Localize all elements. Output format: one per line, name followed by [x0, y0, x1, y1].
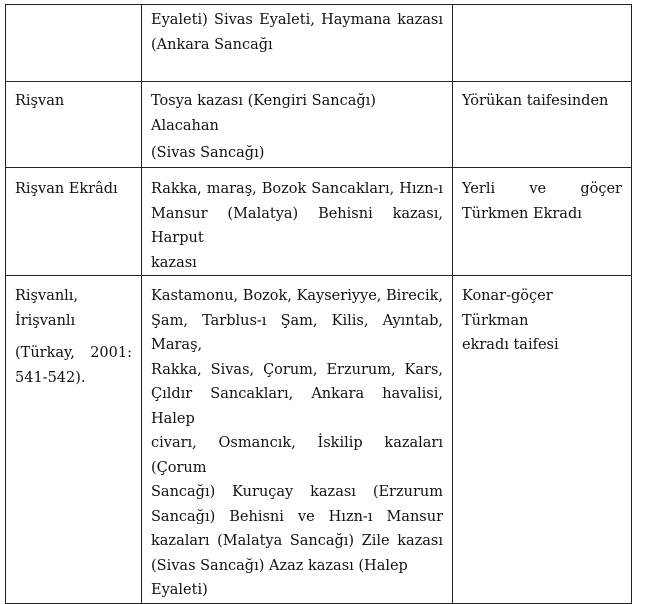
description-line: Konar-göçer Türkman	[462, 288, 553, 329]
location-line: (Sivas Sancağı) Azaz kazası (Halep Eyaleti)	[151, 557, 408, 598]
tribe-name-line: Rişvanlı,	[15, 288, 79, 304]
description-line: Yerli ve göçer	[462, 181, 622, 197]
tribe-name-cell	[6, 5, 142, 82]
location-line: Rakka, maraş, Bozok Sancakları, Hızn-ı	[151, 181, 443, 197]
location-line: Rakka, Sivas, Çorum, Erzurum, Kars,	[151, 361, 443, 378]
description-cell	[453, 82, 632, 168]
location-line: (Ankara Sancağı	[151, 36, 273, 53]
table-row	[6, 168, 632, 276]
table-row	[6, 276, 632, 604]
location-line: Mansur (Malatya) Behisni kazası, Harput	[151, 205, 443, 246]
description-line: Yörükan taifesinden	[462, 93, 609, 109]
location-line: Eyaleti) Sivas Eyaleti, Haymana kazası	[151, 12, 443, 28]
tribe-name-cell	[6, 168, 142, 276]
description-cell	[453, 276, 632, 604]
description-line: ekradı taifesi	[462, 337, 559, 353]
location-cell	[142, 276, 453, 604]
tribe-name-line: Rişvan	[15, 93, 65, 109]
location-line: civarı, Osmancık, İskilip kazaları (Çorum	[151, 435, 443, 476]
tribe-name-cell	[6, 276, 142, 604]
location-line: Kastamonu, Bozok, Kayseriyye, Birecik,	[151, 288, 443, 304]
tribes-table	[5, 4, 632, 604]
location-line: Sancağı) Kuruçay kazası (Erzurum	[151, 484, 443, 500]
location-cell	[142, 5, 453, 82]
location-line: (Sivas Sancağı)	[151, 145, 265, 161]
location-line: Çıldır Sancakları, Ankara havalisi, Halep	[151, 386, 443, 427]
tribe-name-line: Rişvan Ekrâdı	[15, 181, 118, 197]
description-line: Türkmen Ekradı	[462, 205, 582, 222]
location-line: kazaları (Malatya Sancağı) Zile kazası	[151, 533, 443, 549]
table-row	[6, 82, 632, 168]
location-line: Sancağı) Behisni ve Hızn-ı Mansur	[151, 508, 443, 525]
citation-line: 541-542).	[15, 369, 86, 386]
tribe-name-line: İrişvanlı	[15, 312, 76, 329]
table-row	[6, 5, 632, 82]
location-line: kazası	[151, 254, 197, 271]
citation-line: (Türkay, 2001:	[15, 345, 132, 361]
description-cell	[453, 168, 632, 276]
description-cell	[453, 5, 632, 82]
location-cell	[142, 168, 453, 276]
location-line: Şam, Tarblus-ı Şam, Kilis, Ayıntab, Maraş,	[151, 312, 443, 353]
location-cell	[142, 82, 453, 168]
location-line: Tosya kazası (Kengiri Sancağı) Alacahan	[151, 93, 376, 134]
tribe-name-cell	[6, 82, 142, 168]
